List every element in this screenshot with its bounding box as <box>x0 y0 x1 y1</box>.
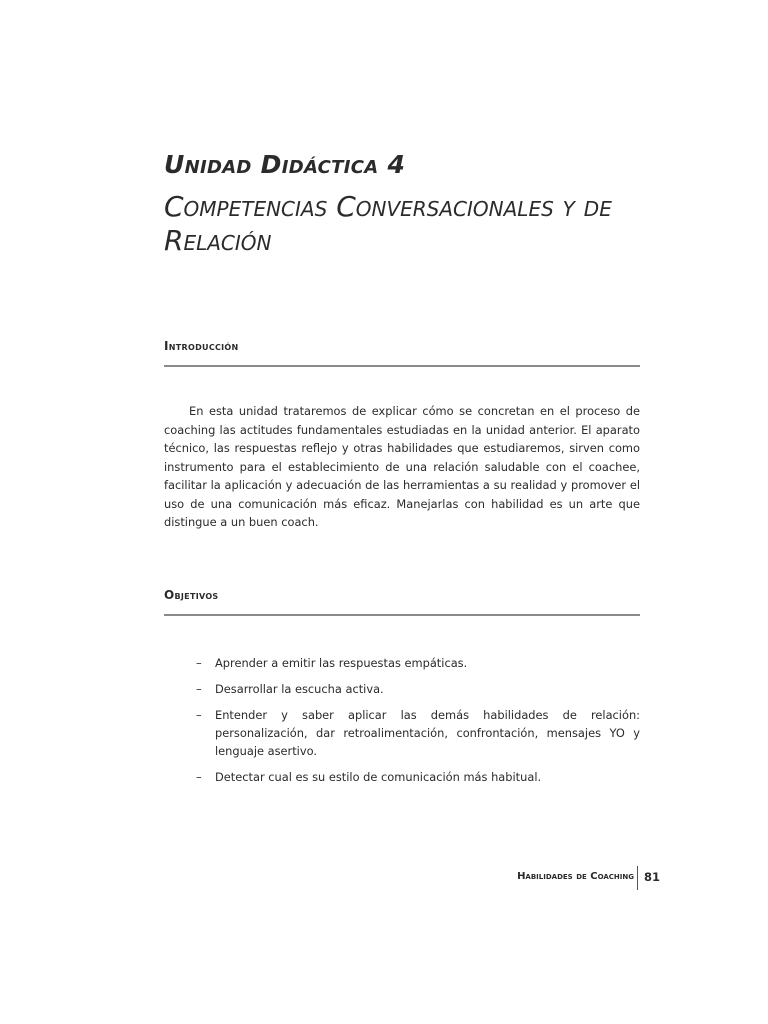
footer-book-title: Habilidades de Coaching <box>517 871 634 882</box>
list-bullet: – <box>196 708 202 722</box>
objective-text: Aprender a emitir las respuestas empáticas. <box>215 656 468 670</box>
objectives-heading: Objetivos <box>164 588 219 602</box>
list-item <box>196 654 640 672</box>
introduction-divider <box>164 365 640 367</box>
objective-text: Desarrollar la escucha activa. <box>215 682 384 696</box>
list-bullet: – <box>196 656 202 670</box>
list-item <box>196 706 640 760</box>
objectives-divider <box>164 614 640 616</box>
page-number: 81 <box>644 870 661 884</box>
list-item <box>196 680 640 698</box>
introduction-heading: Introducción <box>164 339 239 353</box>
objectives-list <box>196 654 640 794</box>
unit-label: Unidad Didáctica 4 <box>164 150 406 179</box>
introduction-paragraph: En esta unidad trataremos de explicar cómo se concretan en el proceso de coaching las actitudes fundamentales estudiadas en la unidad anterior. El aparato técnico, las respuestas reflejo y otras habilidades que estudiaremos, sirven como instrumento para el establecimiento de una relación saludable con el coachee, facilitar la aplicación y adecuación de las herramientas a su realidad y promover el uso de una comunicación más eficaz. Manejarlas con habilidad es un arte que distingue a un buen coach. <box>164 404 640 529</box>
footer-separator <box>637 866 638 890</box>
objective-text: Entender y saber aplicar las demás habilidades de relación: personalización, dar retroalimentación, confrontación, mensajes YO y lenguaje asertivo. <box>215 708 640 758</box>
list-item <box>196 768 640 786</box>
list-bullet: – <box>196 770 202 784</box>
list-bullet: – <box>196 682 202 696</box>
unit-title: Competencias Conversacionales y de Relación <box>164 190 612 257</box>
objective-text: Detectar cual es su estilo de comunicación más habitual. <box>215 770 542 784</box>
